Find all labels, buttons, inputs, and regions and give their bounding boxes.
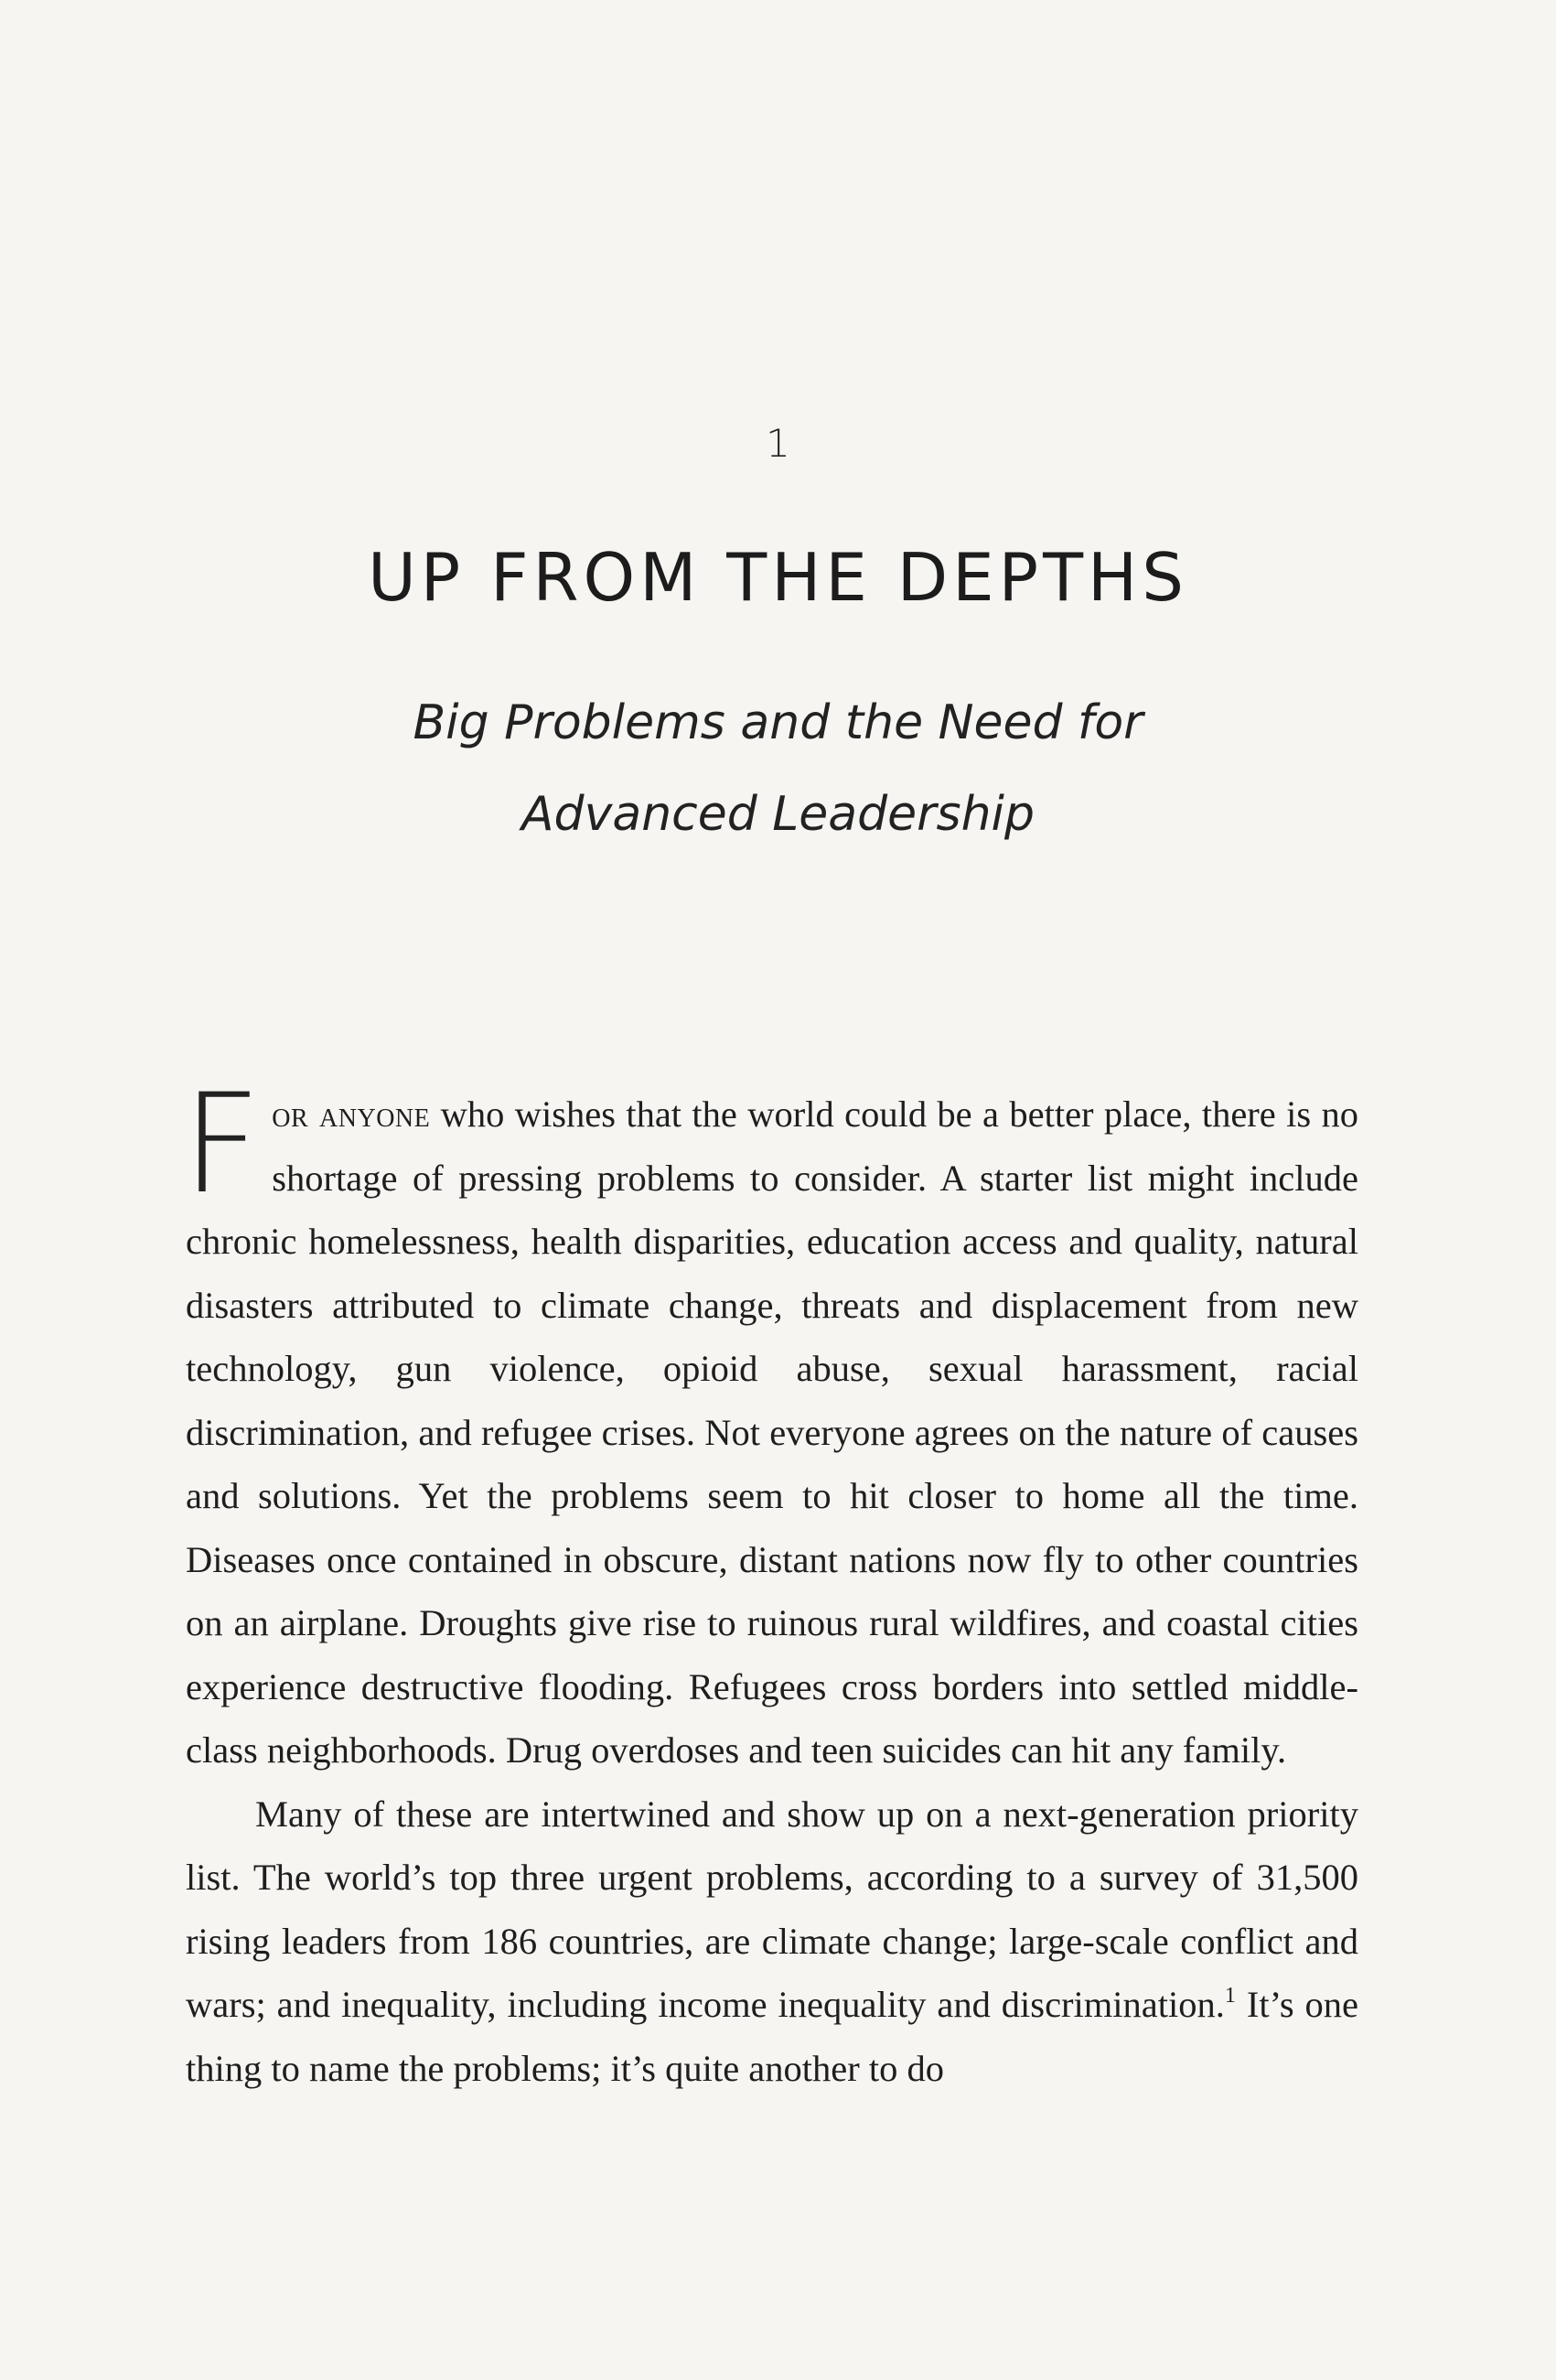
chapter-subtitle [0,677,1556,860]
chapter-subtitle-line-2: Advanced Leadership [520,787,1035,842]
paragraph-2-text: Many of these are intertwined and show up on a next-generation priority list. The world’s top three urgent problems, according to a survey of 31,500 rising leaders from 186 countries, are climate change; large-scale conflict and wars; and inequality, including income inequality and discrimination. [186,1793,1358,2025]
chapter-number: 1 [766,421,790,466]
chapter-body [182,1065,1358,2100]
paragraph-1 [182,1065,1358,1782]
drop-cap: F [182,1065,262,1224]
paragraph-2-text-after: It’s one thing to name the problems; it’s quite another to do [186,1984,1358,2089]
paragraph-2 [186,1782,1358,2101]
paragraph-1-text: who wishes that the world could be a better place, there is no shortage of pressing problems to consider. A starter list might include chronic homelessness, health disparities, education access and quality, natural disasters attributed to climate change, threats and displacement from new technology, gun violence, opioid abuse, sexual harassment, racial discrimination, and refugee crises. Not everyone agrees on the nature of causes and solutions. Yet the problems seem to hit closer to home all the time. Diseases once contained in obscure, distant nations now fly to other countries on an airplane. Droughts give rise to ruinous rural wildfires, and coastal cities experience destructive flooding. Refugees cross borders into settled middle-class neighborhoods. Drug overdoses and teen suicides can hit any family. [186,1093,1358,1771]
lead-in-small-caps: or anyone [272,1093,431,1135]
chapter-subtitle-line-1: Big Problems and the Need for [413,695,1143,750]
chapter-title: UP FROM THE DEPTHS [368,539,1188,616]
footnote-marker[interactable]: 1 [1224,1984,1236,2008]
